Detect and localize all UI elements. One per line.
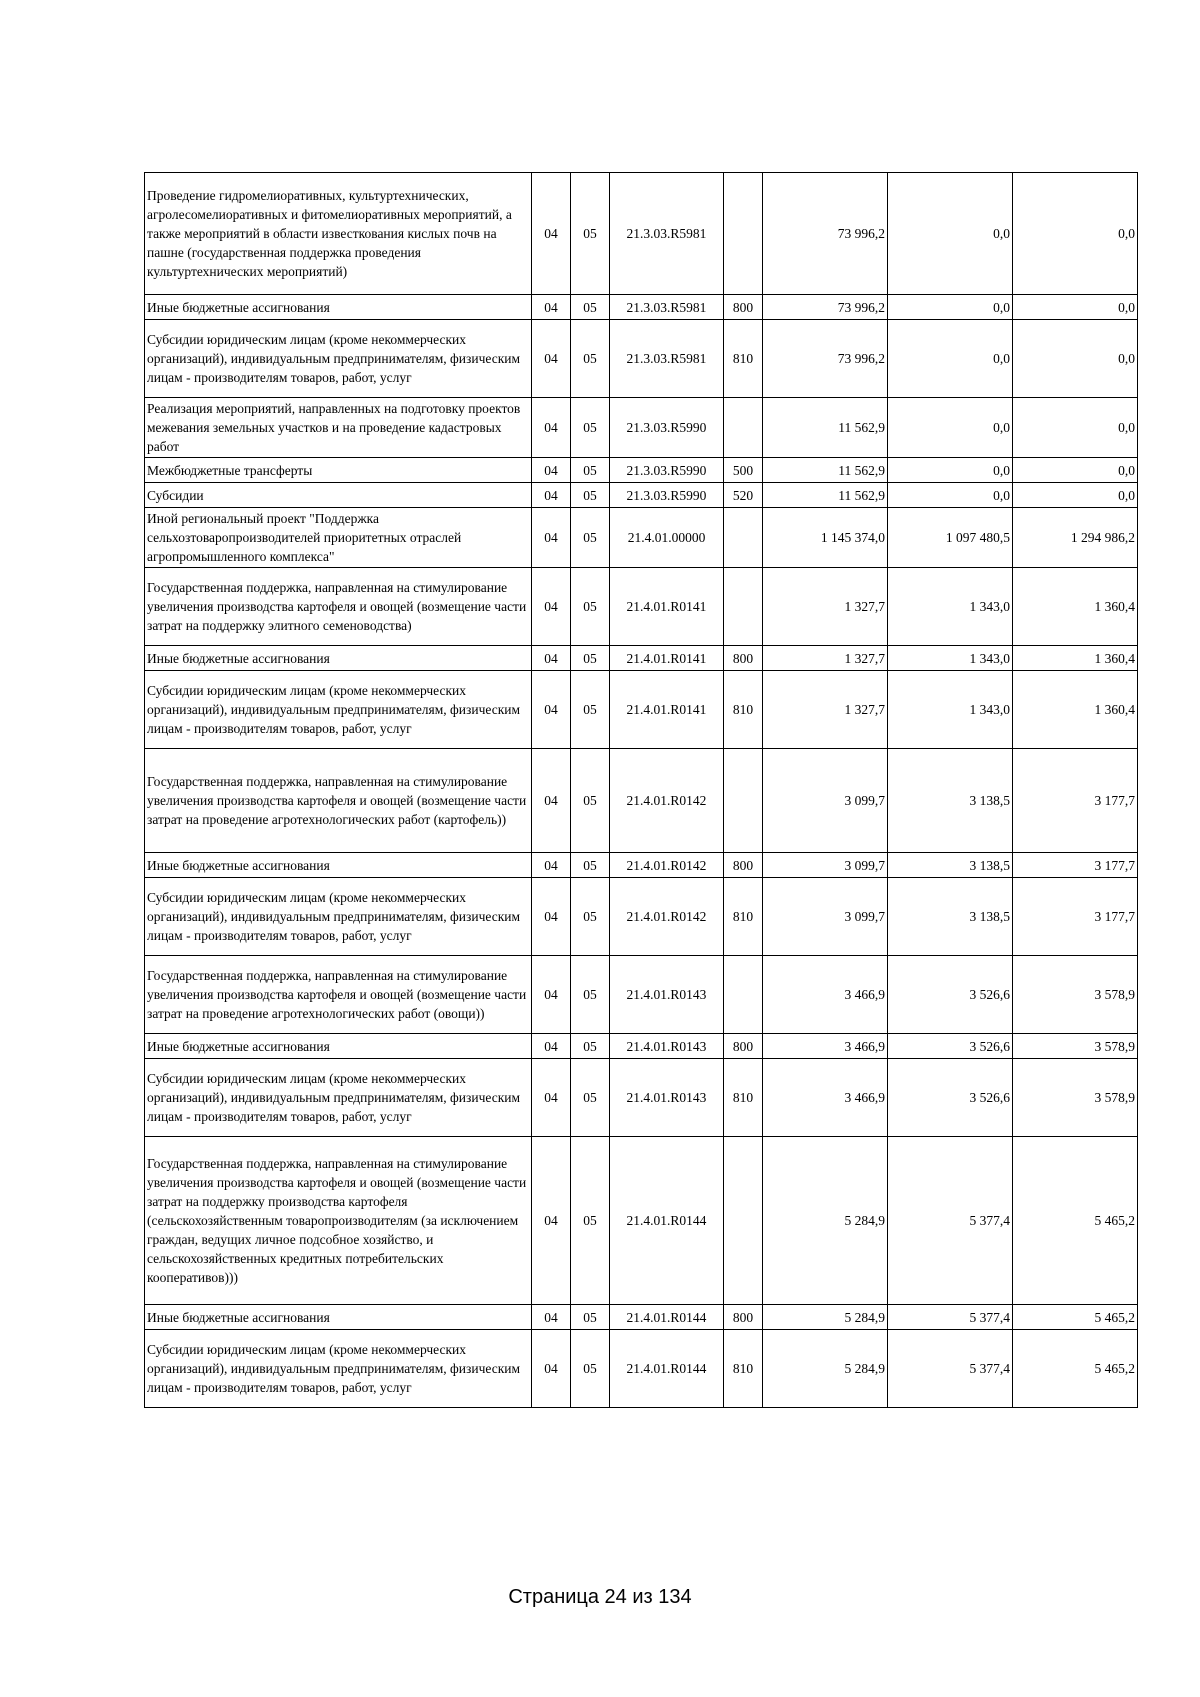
- row-target-article: 21.4.01.R0143: [610, 1059, 724, 1137]
- row-amount-year1: 1 327,7: [763, 568, 888, 646]
- row-target-article: 21.4.01.R0143: [610, 956, 724, 1034]
- row-amount-year1: 3 466,9: [763, 956, 888, 1034]
- row-amount-year2: 1 097 480,5: [888, 508, 1013, 568]
- row-subsection: 05: [571, 1137, 610, 1305]
- row-name: Иные бюджетные ассигнования: [145, 646, 532, 671]
- table-row: [145, 483, 1138, 508]
- row-amount-year2: 3 138,5: [888, 878, 1013, 956]
- row-name: Субсидии юридическим лицам (кроме некоммерческих организаций), индивидуальным предпринимателям, физическим лицам - производителям товаров, работ, услуг: [145, 878, 532, 956]
- row-section: 04: [532, 398, 571, 458]
- row-amount-year2: 0,0: [888, 173, 1013, 295]
- row-subsection: 05: [571, 749, 610, 853]
- row-target-article: 21.4.01.R0141: [610, 671, 724, 749]
- row-amount-year1: 5 284,9: [763, 1305, 888, 1330]
- row-amount-year3: 5 465,2: [1013, 1330, 1138, 1408]
- row-amount-year2: 1 343,0: [888, 671, 1013, 749]
- row-subsection: 05: [571, 1330, 610, 1408]
- row-subsection: 05: [571, 878, 610, 956]
- row-section: 04: [532, 1330, 571, 1408]
- row-section: 04: [532, 295, 571, 320]
- row-name: Иные бюджетные ассигнования: [145, 1034, 532, 1059]
- row-name: Иной региональный проект "Поддержка сельхозтоваропроизводителей приоритетных отраслей агропромышленного комплекса": [145, 508, 532, 568]
- row-amount-year3: 0,0: [1013, 483, 1138, 508]
- row-amount-year2: 0,0: [888, 398, 1013, 458]
- row-target-article: 21.4.01.R0141: [610, 568, 724, 646]
- row-amount-year1: 11 562,9: [763, 483, 888, 508]
- row-amount-year1: 1 327,7: [763, 646, 888, 671]
- row-amount-year3: 1 360,4: [1013, 646, 1138, 671]
- row-subsection: 05: [571, 320, 610, 398]
- row-amount-year3: 3 578,9: [1013, 1059, 1138, 1137]
- row-amount-year1: 73 996,2: [763, 320, 888, 398]
- row-target-article: 21.4.01.R0144: [610, 1137, 724, 1305]
- row-name: Субсидии юридическим лицам (кроме некоммерческих организаций), индивидуальным предпринимателям, физическим лицам - производителям товаров, работ, услуг: [145, 320, 532, 398]
- table-row: [145, 1330, 1138, 1408]
- row-subsection: 05: [571, 671, 610, 749]
- row-section: 04: [532, 568, 571, 646]
- row-expense-type: [724, 398, 763, 458]
- row-target-article: 21.4.01.R0142: [610, 749, 724, 853]
- row-amount-year2: 0,0: [888, 483, 1013, 508]
- row-section: 04: [532, 1305, 571, 1330]
- row-section: 04: [532, 173, 571, 295]
- row-amount-year3: 3 578,9: [1013, 956, 1138, 1034]
- row-target-article: 21.4.01.R0144: [610, 1305, 724, 1330]
- table-row: [145, 295, 1138, 320]
- row-amount-year3: 1 360,4: [1013, 568, 1138, 646]
- row-amount-year1: 1 327,7: [763, 671, 888, 749]
- row-section: 04: [532, 749, 571, 853]
- row-subsection: 05: [571, 458, 610, 483]
- row-name: Проведение гидромелиоративных, культуртехнических, агролесомелиоративных и фитомелиоративных мероприятий, а также мероприятий в области известкования кислых почв на пашне (государственная поддержка проведения культуртехнических мероприятий): [145, 173, 532, 295]
- row-amount-year3: 0,0: [1013, 173, 1138, 295]
- row-section: 04: [532, 1059, 571, 1137]
- row-name: Иные бюджетные ассигнования: [145, 853, 532, 878]
- row-section: 04: [532, 1034, 571, 1059]
- row-expense-type: [724, 568, 763, 646]
- row-section: 04: [532, 671, 571, 749]
- budget-table: [144, 172, 1138, 1408]
- table-row: [145, 1059, 1138, 1137]
- row-section: 04: [532, 853, 571, 878]
- row-amount-year3: 0,0: [1013, 320, 1138, 398]
- row-amount-year3: 3 177,7: [1013, 749, 1138, 853]
- row-amount-year2: 1 343,0: [888, 646, 1013, 671]
- table-row: [145, 398, 1138, 458]
- table-row: [145, 508, 1138, 568]
- table-row: [145, 1137, 1138, 1305]
- row-section: 04: [532, 956, 571, 1034]
- row-target-article: 21.4.01.R0143: [610, 1034, 724, 1059]
- row-expense-type: 800: [724, 1034, 763, 1059]
- row-subsection: 05: [571, 853, 610, 878]
- row-subsection: 05: [571, 1034, 610, 1059]
- row-amount-year1: 3 099,7: [763, 853, 888, 878]
- row-name: Государственная поддержка, направленная на стимулирование увеличения производства картофеля и овощей (возмещение части затрат на проведение агротехнологических работ (овощи)): [145, 956, 532, 1034]
- table-row: [145, 568, 1138, 646]
- row-expense-type: 800: [724, 853, 763, 878]
- row-section: 04: [532, 458, 571, 483]
- row-amount-year1: 73 996,2: [763, 295, 888, 320]
- row-amount-year3: 1 360,4: [1013, 671, 1138, 749]
- row-amount-year2: 0,0: [888, 320, 1013, 398]
- row-subsection: 05: [571, 295, 610, 320]
- row-expense-type: [724, 1137, 763, 1305]
- table-row: [145, 956, 1138, 1034]
- row-amount-year1: 3 466,9: [763, 1059, 888, 1137]
- row-amount-year1: 73 996,2: [763, 173, 888, 295]
- table-row: [145, 1305, 1138, 1330]
- row-amount-year3: 0,0: [1013, 398, 1138, 458]
- row-section: 04: [532, 320, 571, 398]
- table-row: [145, 749, 1138, 853]
- row-expense-type: 810: [724, 320, 763, 398]
- row-amount-year2: 3 526,6: [888, 1034, 1013, 1059]
- row-expense-type: [724, 173, 763, 295]
- row-amount-year2: 0,0: [888, 458, 1013, 483]
- row-amount-year3: 3 177,7: [1013, 853, 1138, 878]
- row-subsection: 05: [571, 483, 610, 508]
- row-amount-year3: 3 578,9: [1013, 1034, 1138, 1059]
- row-target-article: 21.3.03.R5981: [610, 295, 724, 320]
- table-row: [145, 671, 1138, 749]
- row-expense-type: 810: [724, 1330, 763, 1408]
- row-name: Реализация мероприятий, направленных на подготовку проектов межевания земельных участков и на проведение кадастровых работ: [145, 398, 532, 458]
- row-target-article: 21.3.03.R5981: [610, 173, 724, 295]
- row-expense-type: 810: [724, 1059, 763, 1137]
- row-expense-type: 800: [724, 1305, 763, 1330]
- row-amount-year2: 5 377,4: [888, 1137, 1013, 1305]
- table-row: [145, 173, 1138, 295]
- row-target-article: 21.3.03.R5990: [610, 483, 724, 508]
- row-amount-year1: 3 466,9: [763, 1034, 888, 1059]
- row-expense-type: 810: [724, 878, 763, 956]
- row-name: Государственная поддержка, направленная на стимулирование увеличения производства картофеля и овощей (возмещение части затрат на поддержку производства картофеля (сельскохозяйственным товаропроизводителям (за исключением граждан, ведущих личное подсобное хозяйство, и сельскохозяйственных кредитных потребительских кооперативов))): [145, 1137, 532, 1305]
- row-name: Субсидии юридическим лицам (кроме некоммерческих организаций), индивидуальным предпринимателям, физическим лицам - производителям товаров, работ, услуг: [145, 1059, 532, 1137]
- row-target-article: 21.4.01.R0142: [610, 878, 724, 956]
- row-amount-year1: 11 562,9: [763, 398, 888, 458]
- row-name: Межбюджетные трансферты: [145, 458, 532, 483]
- row-amount-year2: 3 526,6: [888, 956, 1013, 1034]
- row-target-article: 21.3.03.R5990: [610, 458, 724, 483]
- row-amount-year2: 3 526,6: [888, 1059, 1013, 1137]
- row-amount-year3: 5 465,2: [1013, 1305, 1138, 1330]
- row-target-article: 21.4.01.R0141: [610, 646, 724, 671]
- row-amount-year1: 3 099,7: [763, 878, 888, 956]
- row-expense-type: 800: [724, 295, 763, 320]
- row-amount-year2: 5 377,4: [888, 1305, 1013, 1330]
- row-amount-year2: 0,0: [888, 295, 1013, 320]
- table-body: [145, 173, 1138, 1408]
- row-subsection: 05: [571, 398, 610, 458]
- row-target-article: 21.3.03.R5981: [610, 320, 724, 398]
- row-name: Субсидии юридическим лицам (кроме некоммерческих организаций), индивидуальным предпринимателям, физическим лицам - производителям товаров, работ, услуг: [145, 1330, 532, 1408]
- row-target-article: 21.4.01.R0144: [610, 1330, 724, 1408]
- row-name: Субсидии: [145, 483, 532, 508]
- table-row: [145, 1034, 1138, 1059]
- row-amount-year3: 0,0: [1013, 295, 1138, 320]
- row-name: Государственная поддержка, направленная на стимулирование увеличения производства картофеля и овощей (возмещение части затрат на проведение агротехнологических работ (картофель)): [145, 749, 532, 853]
- row-section: 04: [532, 1137, 571, 1305]
- row-expense-type: 500: [724, 458, 763, 483]
- row-amount-year2: 3 138,5: [888, 749, 1013, 853]
- table-row: [145, 878, 1138, 956]
- row-target-article: 21.3.03.R5990: [610, 398, 724, 458]
- row-subsection: 05: [571, 646, 610, 671]
- row-subsection: 05: [571, 173, 610, 295]
- row-target-article: 21.4.01.00000: [610, 508, 724, 568]
- row-subsection: 05: [571, 568, 610, 646]
- row-amount-year1: 11 562,9: [763, 458, 888, 483]
- row-section: 04: [532, 483, 571, 508]
- row-name: Государственная поддержка, направленная на стимулирование увеличения производства картофеля и овощей (возмещение части затрат на поддержку элитного семеноводства): [145, 568, 532, 646]
- row-subsection: 05: [571, 1305, 610, 1330]
- table-row: [145, 646, 1138, 671]
- row-amount-year2: 3 138,5: [888, 853, 1013, 878]
- row-amount-year1: 5 284,9: [763, 1137, 888, 1305]
- row-expense-type: [724, 508, 763, 568]
- row-amount-year2: 1 343,0: [888, 568, 1013, 646]
- table-row: [145, 853, 1138, 878]
- row-expense-type: 810: [724, 671, 763, 749]
- table-row: [145, 320, 1138, 398]
- row-section: 04: [532, 878, 571, 956]
- row-name: Иные бюджетные ассигнования: [145, 295, 532, 320]
- row-amount-year3: 0,0: [1013, 458, 1138, 483]
- row-subsection: 05: [571, 508, 610, 568]
- row-subsection: 05: [571, 1059, 610, 1137]
- row-expense-type: 520: [724, 483, 763, 508]
- row-section: 04: [532, 646, 571, 671]
- row-expense-type: 800: [724, 646, 763, 671]
- row-amount-year2: 5 377,4: [888, 1330, 1013, 1408]
- row-expense-type: [724, 749, 763, 853]
- row-section: 04: [532, 508, 571, 568]
- page-number: Страница 24 из 134: [508, 1586, 692, 1608]
- row-amount-year3: 3 177,7: [1013, 878, 1138, 956]
- row-expense-type: [724, 956, 763, 1034]
- row-subsection: 05: [571, 956, 610, 1034]
- row-target-article: 21.4.01.R0142: [610, 853, 724, 878]
- row-amount-year1: 5 284,9: [763, 1330, 888, 1408]
- row-name: Субсидии юридическим лицам (кроме некоммерческих организаций), индивидуальным предпринимателям, физическим лицам - производителям товаров, работ, услуг: [145, 671, 532, 749]
- row-amount-year1: 3 099,7: [763, 749, 888, 853]
- row-amount-year1: 1 145 374,0: [763, 508, 888, 568]
- row-name: Иные бюджетные ассигнования: [145, 1305, 532, 1330]
- row-amount-year3: 1 294 986,2: [1013, 508, 1138, 568]
- row-amount-year3: 5 465,2: [1013, 1137, 1138, 1305]
- table-row: [145, 458, 1138, 483]
